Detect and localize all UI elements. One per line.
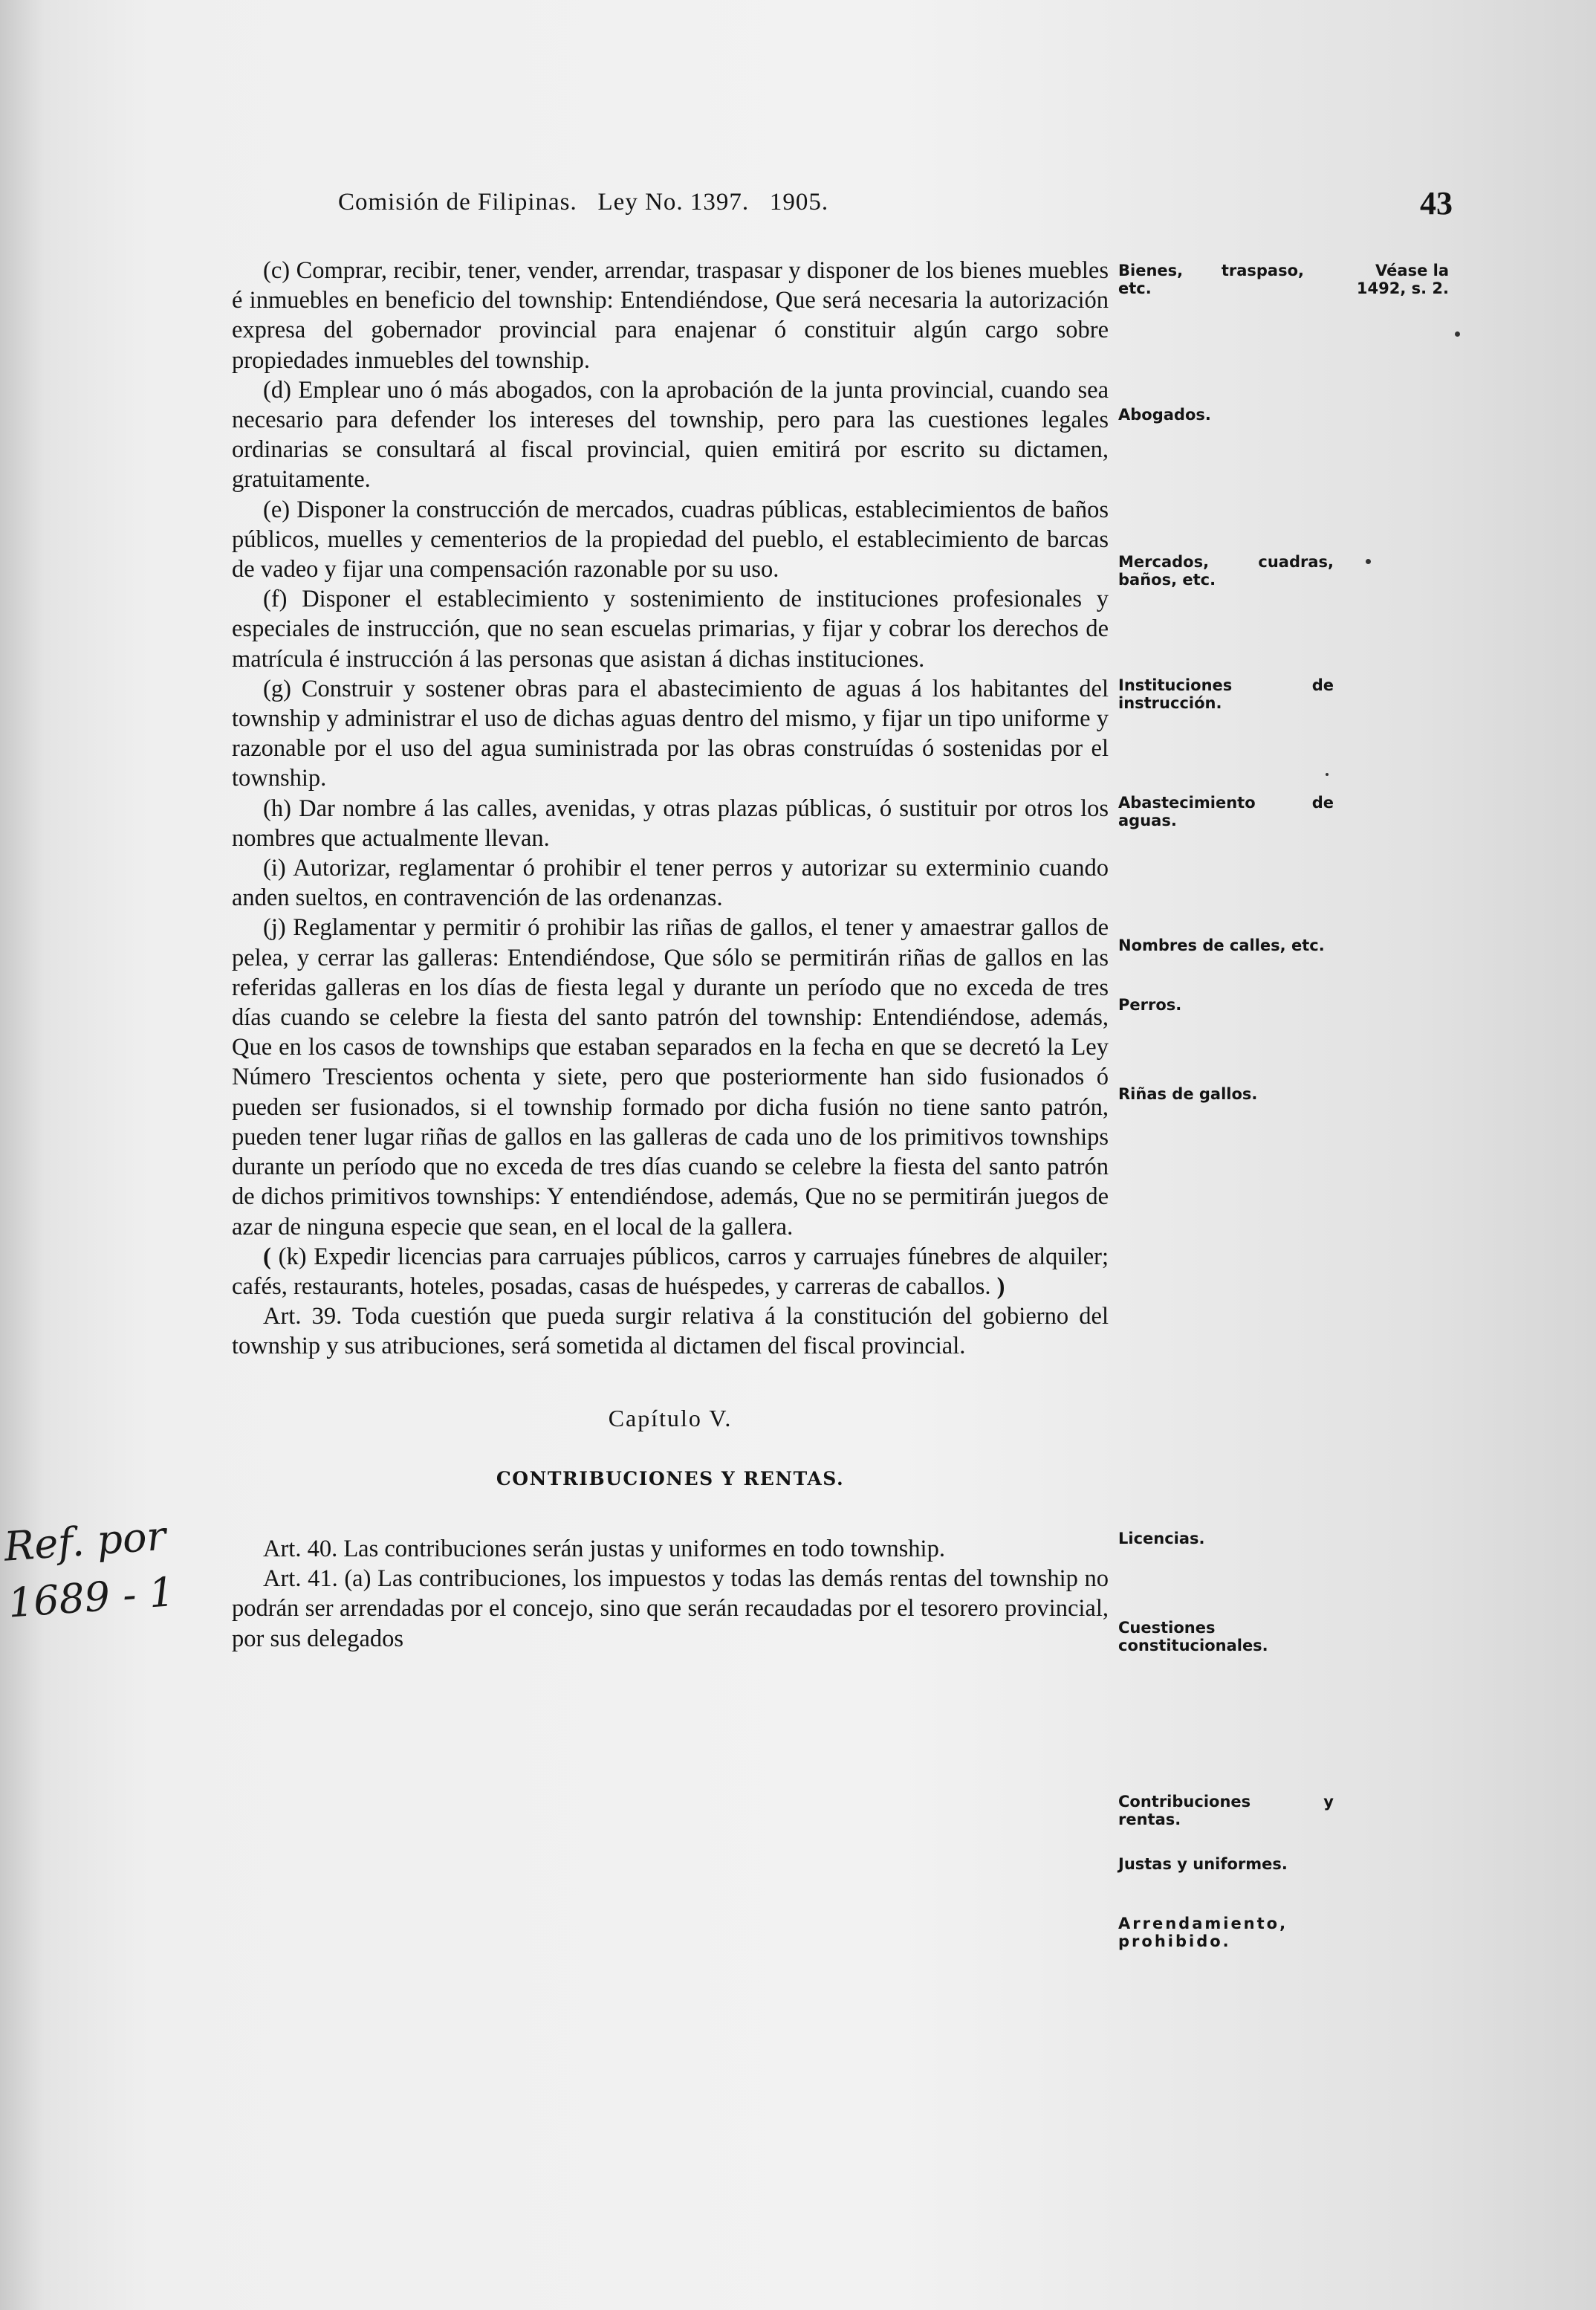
article-40: Art. 40. Las contribuciones serán justas y uniformes en todo township. xyxy=(263,1535,945,1562)
article-41: Art. 41. (a) Las contribuciones, los impuestos y todas las demás rentas del township no podrán ser arrendadas por el concejo, sino que serán recaudadas por el tesorero provincial, por sus delegados xyxy=(232,1565,1109,1652)
margin-note-cuestiones: Cuestiones constitucionales. xyxy=(1118,1619,1268,1654)
margin-note-justas: Justas y uniformes. xyxy=(1118,1855,1288,1873)
margin-note-contribuciones: Contribuciones y rentas. xyxy=(1118,1793,1334,1828)
margin-note-perros: Perros. xyxy=(1118,996,1182,1014)
margin-note-text: Bienes, traspaso, etc. xyxy=(1118,262,1304,297)
article-39: Art. 39. Toda cuestión que pueda surgir relativa á la constitución del gobierno del township y sus atribuciones, será sometida al dictamen del fiscal provincial. xyxy=(232,1303,1109,1360)
paragraph-c: (c) Comprar, recibir, tener, vender, arrendar, traspasar y disponer de los bienes muebles é inmuebles en beneficio del township: Entendiéndose, Que será necesaria la autorización expresa del gobernador provincial para enajenar ó constituir algún cargo sobre propiedades inmuebles del township. xyxy=(232,257,1109,374)
ink-speck xyxy=(1326,773,1329,776)
page-header xyxy=(338,185,1453,233)
margin-note-mercados: Mercados, cuadras, baños, etc. xyxy=(1118,553,1334,589)
main-text xyxy=(232,256,1109,1654)
handwritten-annotation xyxy=(2,1506,195,1631)
bracket-open: ( xyxy=(263,1243,271,1270)
paragraph-h: (h) Dar nombre á las calles, avenidas, y otras plazas públicas, ó sustituir por otros los nombres que actualmente llevan. xyxy=(232,795,1109,852)
margin-note-arrendamiento: Arrendamiento, prohibido. xyxy=(1118,1915,1288,1950)
ink-speck xyxy=(1455,331,1460,337)
ink-speck xyxy=(1366,559,1371,564)
margin-note-instituciones: Instituciones de instrucción. xyxy=(1118,676,1334,712)
paragraph-f: (f) Disponer el establecimiento y sostenimiento de instituciones profesionales y especiales de instrucción, que no sean escuelas primarias, y fijar y cobrar los derechos de matrícula é instrucción á las personas que asistan á dichas instituciones. xyxy=(232,586,1109,673)
margin-note-rinas: Riñas de gallos. xyxy=(1118,1085,1258,1103)
page-number: 43 xyxy=(1420,185,1453,221)
running-head: Comisión de Filipinas. Ley No. 1397. 1905. xyxy=(338,189,829,216)
paragraph-i: (i) Autorizar, reglamentar ó prohibir el tener perros y autorizar su exterminio cuando anden sueltos, en contravención de las ordenanzas. xyxy=(232,855,1109,912)
margin-note-vease: Véase la 1492, s. 2. xyxy=(1356,262,1449,297)
margin-note-nombres-calles: Nombres de calles, etc. xyxy=(1118,936,1325,954)
handwritten-line-2: 1689 - 1 xyxy=(6,1568,176,1627)
section-heading: CONTRIBUCIONES Y RENTAS. xyxy=(496,1467,845,1489)
paragraph-k xyxy=(232,1242,1109,1301)
margin-note-bienes xyxy=(1118,262,1304,297)
chapter-heading: Capítulo V. xyxy=(608,1404,733,1431)
margin-note-licencias: Licencias. xyxy=(1118,1530,1205,1547)
margin-note-abastecimiento: Abastecimiento de aguas. xyxy=(1118,794,1334,829)
paragraph-k-text: (k) Expedir licencias para carruajes públicos, carros y carruajes fúnebres de alquiler; cafés, restaurants, hoteles, posadas, casas de huéspedes, y carreras de caballos. xyxy=(232,1243,1109,1300)
margin-note-abogados: Abogados. xyxy=(1118,406,1211,424)
paragraph-j: (j) Reglamentar y permitir ó prohibir las riñas de gallos, el tener y amaestrar gallos de pelea, y cerrar las galleras: Entendiéndose, Que sólo se permitirán riñas de gallos en las referidas galleras en los días de fiesta legal y durante un período que no exceda de tres días cuando se celebre la fiesta del santo patrón del township: Entendiéndose, además, Que en los casos de townships que estaban separados en la fecha en que se decretó la Ley Número Trescientos ochenta y siete, pero que posteriormente han sido fusionados ó pueden ser fusionados, si el township formado por dicha fusión no tiene santo patrón, pueden tener lugar riñas de gallos en las galleras de cada uno de los primitivos townships durante un período que no exceda de tres días cuando se celebre la fiesta del santo patrón de dichos primitivos townships: Y entendiéndose, además, Que no se permitirán juegos de azar de ninguna especie que sean, en el local de la gallera. xyxy=(232,914,1109,1240)
paragraph-g: (g) Construir y sostener obras para el abastecimiento de aguas á los habitantes del township y administrar el uso de dichas aguas dentro del mismo, y fijar un tipo uniforme y razonable por el uso del agua suministrada por las obras construídas ó sostenidas por el township. xyxy=(232,675,1109,792)
paragraph-e: (e) Disponer la construcción de mercados, cuadras públicas, establecimientos de baños públicos, muelles y cementerios de la propiedad del pueblo, el establecimiento de barcas de vadeo y fijar una compensación razonable por su uso. xyxy=(232,496,1109,583)
handwritten-line-1: Ref. por xyxy=(2,1512,168,1570)
paragraph-d: (d) Emplear uno ó más abogados, con la aprobación de la junta provincial, cuando sea necesario para defender los intereses del township, pero para las cuestiones legales ordinarias se consultará al fiscal provincial, quien emitirá por escrito su dictamen, gratuitamente. xyxy=(232,376,1109,494)
bracket-close: ) xyxy=(996,1272,1005,1300)
